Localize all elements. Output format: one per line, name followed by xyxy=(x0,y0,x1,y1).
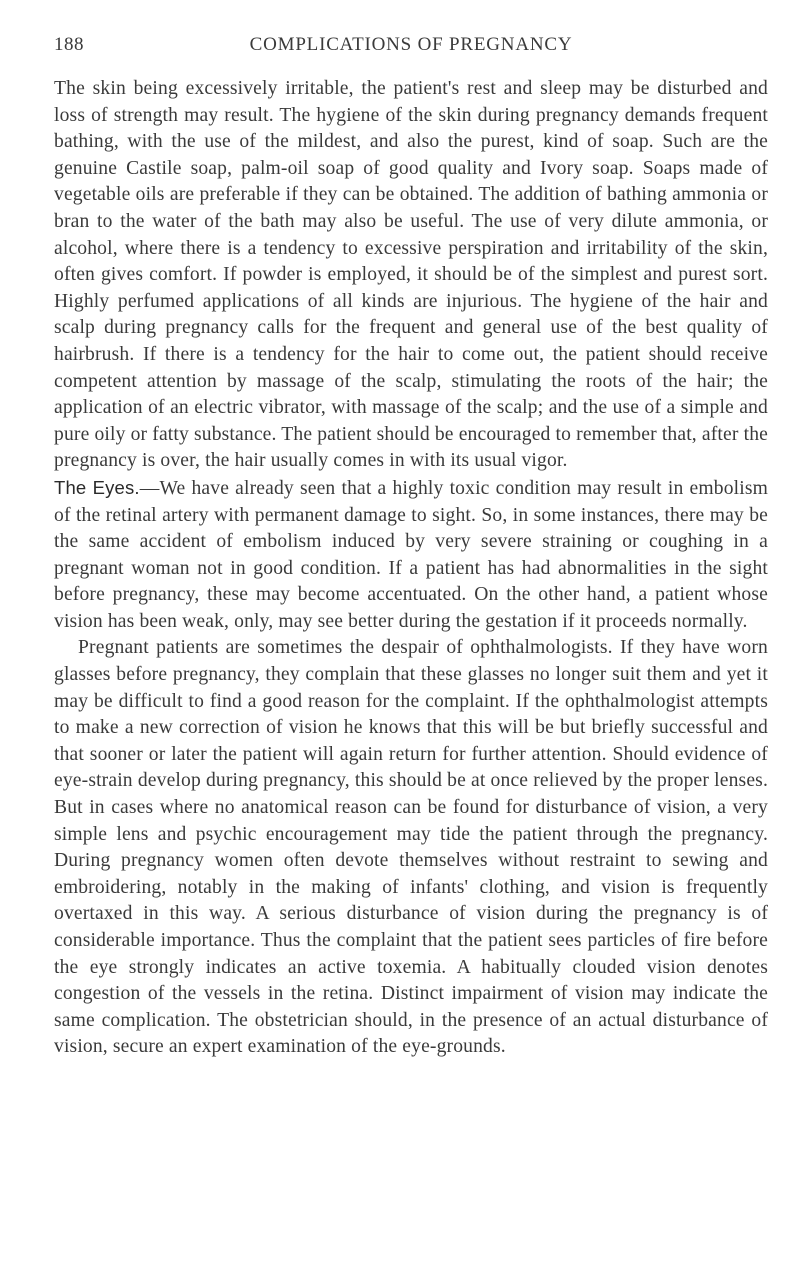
page-number: 188 xyxy=(54,34,84,55)
body-text xyxy=(54,76,768,1061)
section-heading-eyes: The Eyes. xyxy=(54,476,140,498)
paragraph-the-eyes xyxy=(54,475,768,636)
paragraph-ophthalmologists: Pregnant patients are sometimes the despair of ophthalmologists. If they have worn glasses before pregnancy, they complain that these glasses no longer suit them and yet it may be difficult to find a good reason for the complaint. If the ophthalmologist attempts to make a new correction of vision he knows that this will be but briefly successful and that sooner or later the patient will again return for further attention. Should evidence of eye-strain develop during pregnancy, this should be at once relieved by the proper lenses. But in cases where no anatomical reason can be found for disturbance of vision, a very simple lens and psychic encouragement may tide the patient through the pregnancy. During pregnancy women often devote themselves without restraint to sewing and embroidering, notably in the making of infants' clothing, and vision is frequently overtaxed in this way. A serious disturbance of vision during the pregnancy is of considerable importance. Thus the complaint that the patient sees particles of fire before the eye strongly indicates an active toxemia. A habitually clouded vision denotes congestion of the vessels in the retina. Distinct impairment of vision may indicate the same complication. The obstetrician should, in the presence of an actual disturbance of vision, secure an expert examination of the eye-grounds. xyxy=(54,637,768,1058)
eyes-paragraph-text: —We have already seen that a highly toxic condition may result in embolism of the retinal artery with permanent damage to sight. So, in some instances, there may be the same accident of embolism induced by very severe straining or coughing in a pregnant woman not in good condition. If a patient has had abnormalities in the sight before pregnancy, these may become accentuated. On the other hand, a patient whose vision has been weak, only, may see better during the gestation if it proceeds normally. xyxy=(54,477,769,632)
page-header xyxy=(54,28,768,64)
running-head: COMPLICATIONS OF PREGNANCY xyxy=(249,34,573,55)
paragraph-skin-hygiene: The skin being excessively irritable, the patient's rest and sleep may be disturbed and loss of strength may result. The hygiene of the skin during pregnancy demands frequent bathing, with the use of the mildest, and also the purest, kind of soap. Such are the genuine Castile soap, palm-oil soap of good quality and Ivory soap. Soaps made of vegetable oils are preferable if they can be obtained. The addition of bathing ammonia or bran to the water of the bath may also be useful. The use of very dilute ammonia, or alcohol, where there is a tendency to excessive perspiration and irritability of the skin, often gives comfort. If powder is employed, it should be of the simplest and purest sort. Highly perfumed applications of all kinds are injurious. The hygiene of the hair and scalp during pregnancy calls for the frequent and general use of the best quality of hairbrush. If there is a tendency for the hair to come out, the patient should receive competent attention by massage of the scalp, stimulating the roots of the hair; the application of an electric vibrator, with massage of the scalp; and the use of a simple and pure oily or fatty substance. The patient should be encouraged to remember that, after the pregnancy is over, the hair usually comes in with its usual vigor. xyxy=(54,78,768,472)
book-page xyxy=(54,28,768,1061)
